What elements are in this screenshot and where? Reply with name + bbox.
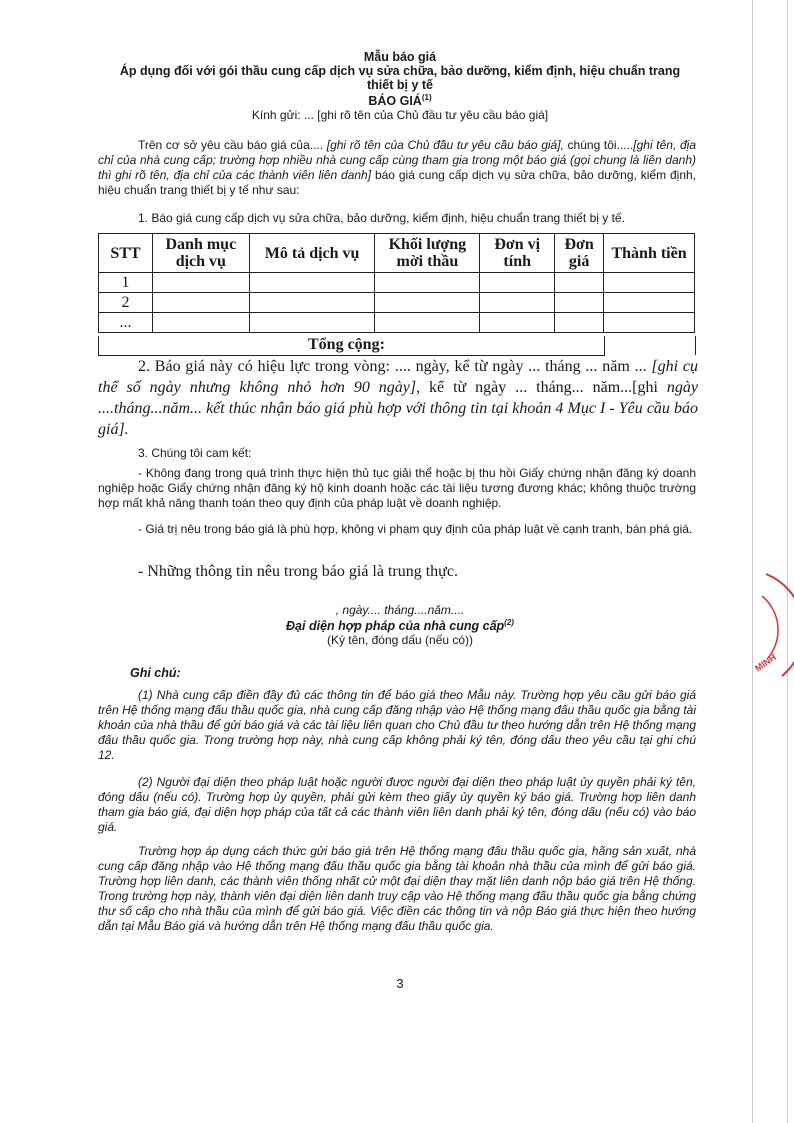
intro-text: Trên cơ sở yêu cầu báo giá của.... [138,138,327,152]
section2-text: kể từ ngày ... tháng... năm...[ghi [420,379,667,396]
page-edge-line [752,0,753,1123]
note-item: Trường hợp áp dụng cách thức gửi báo giá trên Hệ thống mạng đấu thầu quốc gia, hãng sản xuất, nhà cung cấp đăng nhập vào Hệ thống mạng đấu thầu quốc gia bằng tài khoản nhà thầu của mình để gửi báo giá. Trường hợp liên danh, các thành viên thống nhất cử một đại diện thay mặt liên danh nộp báo giá trên Hệ thống. Trong trường hợp này, thành viên đại diện liên danh truy cập vào Hệ thống mạng đấu thầu quốc gia bằng chứng thư số cấp cho nhà thầu của mình để gửi báo giá. Việc điền các thông tin và nộp Báo giá thực hiện theo hướng dẫn tại Mẫu Báo giá và hướng dẫn trên Hệ thống mạng đấu thầu quốc gia. [98,844,696,933]
form-title: Mẫu báo giá [363,50,437,64]
intro-text: chúng tôi..... [563,138,634,152]
signature-note: (Ký tên, đóng dấu (nếu có)) [326,633,474,647]
intro-paragraph [98,138,696,198]
table-row [99,293,695,313]
table-cell-stt: 1 [99,273,153,293]
table-cell [375,313,480,333]
table-cell [249,293,375,313]
table-cell [480,313,555,333]
table-header: Đơn giá [555,234,604,273]
page-edge-line [787,0,788,1123]
total-label: Tổng cộng: [308,336,385,353]
section2-italic: ngày ....tháng...năm... kết thúc nhận báo giá phù hợp với thông tin tại khoản 4 Mục I - Yêu cầu báo giá]. [98,379,698,438]
table-header: Đơn vị tính [480,234,555,273]
table-row [99,313,695,333]
table-cell [375,273,480,293]
table-cell [249,313,375,333]
intro-text: báo giá cung cấp dịch vụ sửa chữa, bảo dưỡng, kiểm định, hiệu chuẩn trang thiết bị y tế như sau: [98,168,696,197]
table-header: Thành tiền [604,234,695,273]
seal-arc-icon [752,568,794,688]
table-row [99,273,695,293]
signature-date-line: , ngày.... tháng....năm.... [335,603,465,617]
table-cell [480,273,555,293]
table-cell [555,313,604,333]
quote-table [98,233,695,333]
signature-title-text: Đại diện hợp pháp của nhà cung cấp [286,619,505,634]
commitment-item: - Những thông tin nêu trong báo giá là trung thực. [138,563,458,580]
note-item: (2) Người đại diện theo pháp luật hoặc người được người đại diện theo pháp luật ủy quyền phải ký tên, đóng dấu (nếu có). Trường hợp ủy quyền, phải gửi kèm theo giấy ủy quyền ký báo giá. Trường hợp liên danh tham gia báo giá, đại diện hợp pháp của tất cả các thành viên liên danh phải ký tên, đóng dấu (nếu có) vào báo giá. [98,775,696,834]
table-cell [604,313,695,333]
table-cell [152,273,249,293]
doc-title-text: BÁO GIÁ [368,94,422,109]
signature-footnote: (2) [504,618,514,627]
table-cell [152,313,249,333]
intro-italic: [ghi rõ tên của Chủ đầu tư yêu cầu báo giá], [326,138,564,152]
signature-title [100,618,700,633]
table-cell [152,293,249,313]
section2-italic: [ghi cụ thể số ngày nhưng không nhỏ hơn 90 ngày], [98,358,699,396]
total-value-cell [604,336,696,355]
table-cell [604,293,695,313]
table-cell-stt: 2 [99,293,153,313]
red-seal-stamp [752,568,794,693]
section2-paragraph [98,356,698,440]
commitment-item: - Không đang trong quá trình thực hiện thủ tục giải thể hoặc bị thu hồi Giấy chứng nhận đăng ký doanh nghiệp hoặc Giấy chứng nhận đăng ký hộ kinh doanh hoặc các tài liệu tương đương khác; không thuộc trường hợp mất khả năng thanh toán theo quy định của pháp luật về doanh nghiệp. [98,466,696,510]
table-header: Mô tả dịch vụ [249,234,375,273]
section1-heading: 1. Báo giá cung cấp dịch vụ sửa chữa, bảo dưỡng, kiểm định, hiệu chuẩn trang thiết bị y tế. [138,211,625,225]
commitment-item: - Giá trị nêu trong báo giá là phù hợp, không vi phạm quy định của pháp luật về cạnh tranh, bán phá giá. [138,522,693,536]
seal-text: MINH [753,651,778,674]
table-total-row [98,336,695,356]
table-header: Danh mục dịch vụ [152,234,249,273]
table-cell [249,273,375,293]
table-cell [480,293,555,313]
notes-heading: Ghi chú: [130,666,181,680]
page-number: 3 [396,976,404,991]
section2-text: 2. Báo giá này có hiệu lực trong vòng: .... ngày, kể từ ngày ... tháng ... năm ... [138,358,652,375]
table-cell [555,293,604,313]
table-header: Khối lượng mời thầu [375,234,480,273]
table-cell-stt: ... [99,313,153,333]
intro-italic: [ghi tên, địa chỉ của nhà cung cấp; trường hợp nhiều nhà cung cấp cùng tham gia trong một báo giá (gọi chung là liên danh) thì ghi rõ tên, địa chỉ của các thành viên liên danh] [98,138,696,182]
table-header: STT [99,234,153,273]
doc-title-footnote: (1) [421,93,432,102]
seal-inner-arc [762,596,778,658]
table-header-row [99,234,695,273]
form-subtitle: Áp dụng đối với gói thầu cung cấp dịch vụ sửa chữa, bảo dưỡng, kiểm định, hiệu chuẩn trang thiết bị y tế [119,64,681,92]
table-cell [555,273,604,293]
table-cell [375,293,480,313]
table-cell [604,273,695,293]
note-item: (1) Nhà cung cấp điền đầy đủ các thông tin để báo giá theo Mẫu này. Trường hợp yêu cầu gửi báo giá trên Hệ thống mạng đấu thầu quốc gia, nhà cung cấp đăng nhập vào Hệ thống mạng đấu thầu quốc gia bằng tài khoản của nhà thầu để gửi báo giá và các tài liệu liên quan cho Chủ đầu tư theo hướng dẫn trên Hệ thống mạng đấu thầu quốc gia. Trong trường hợp này, nhà cung cấp không phải ký tên, đóng dấu theo yêu cầu tại ghi chú 12. [98,688,696,762]
section3-heading: 3. Chúng tôi cam kết: [138,446,252,460]
recipient-line: Kính gửi: ... [ghi rõ tên của Chủ đầu tư yêu cầu báo giá] [251,108,549,122]
doc-title [100,93,700,108]
